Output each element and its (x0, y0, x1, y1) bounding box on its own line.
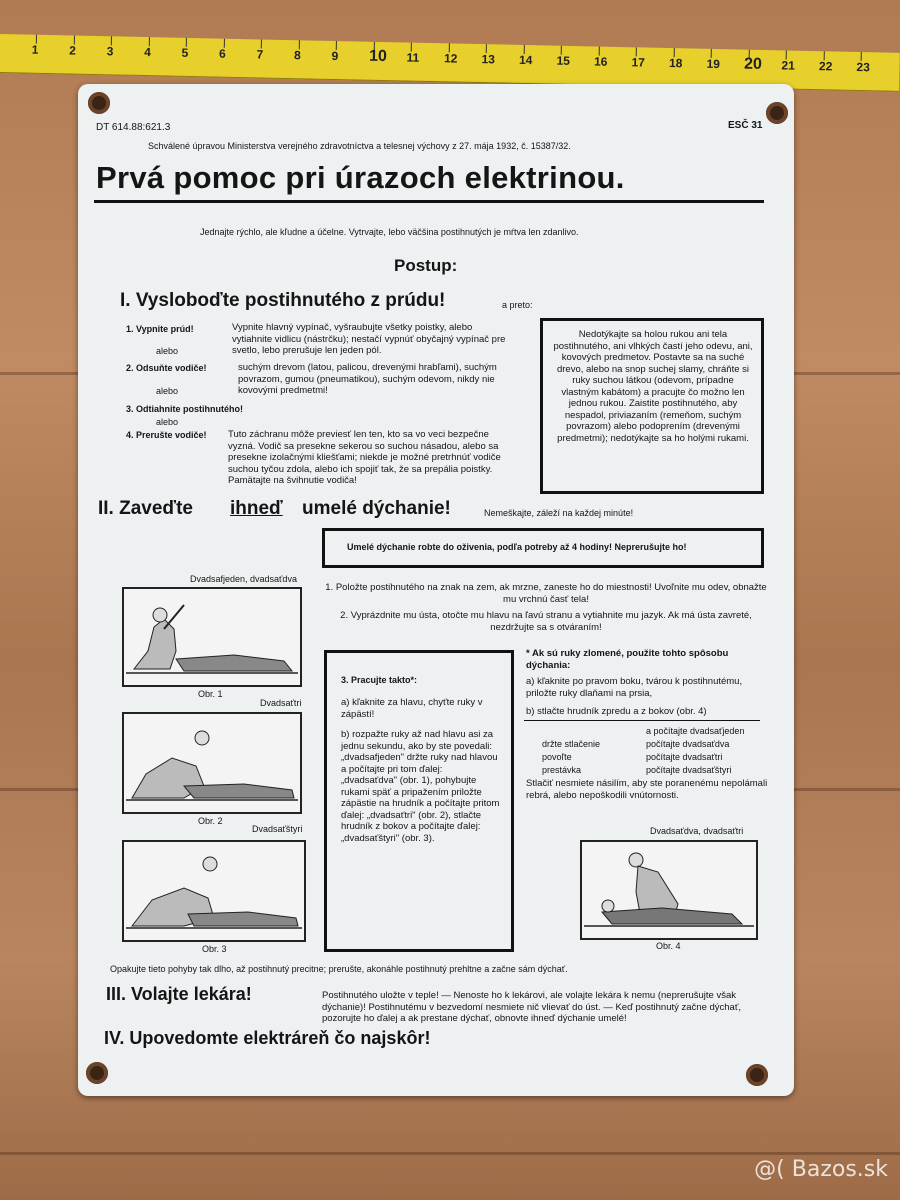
count-value-1: počítajte dvadsaťdva (646, 739, 730, 749)
fig3-top: Dvadsaťštyri (252, 824, 303, 834)
count-value-2: počítajte dvadsaťtri (646, 752, 723, 762)
count-value-3: počítajte dvadsaťštyri (646, 765, 732, 775)
ruler-number: 17 (631, 55, 646, 70)
alebo-1: alebo (156, 346, 179, 356)
section2-heading-b: ihneď (230, 498, 283, 519)
count-action-3: prestávka (542, 765, 582, 775)
postup-heading: Postup: (394, 256, 458, 275)
fig3-caption: Obr. 3 (202, 944, 227, 954)
step1-label: 1. Vypnite prúd! (126, 324, 194, 334)
ruler-number: 18 (668, 56, 683, 71)
figure-1 (122, 587, 302, 687)
ruler-number: 15 (556, 53, 571, 68)
ruler-number: 5 (181, 45, 189, 60)
intro-text: Jednajte rýchlo, ale kľudne a účelne. Vytrvajte, lebo väčšina postihnutých je mŕtva len zdanlivo. (200, 227, 579, 237)
rivet-icon (746, 1064, 768, 1086)
count-intro: a počítajte dvadsaťjeden (646, 726, 745, 736)
section4-heading: IV. Upovedomte elektráreň čo najskôr! (104, 1028, 431, 1048)
ruler-number: 6 (218, 46, 226, 61)
fig2-caption: Obr. 2 (198, 816, 223, 826)
ruler-number: 23 (856, 59, 871, 75)
section2-heading-c: umelé dýchanie! (302, 498, 451, 519)
rivet-icon (86, 1062, 108, 1084)
step4-text: Tuto záchranu môže previesť len ten, kto sa vo veci bezpečne vyzná. Vodič sa presekne sekerou so suchou násadou, alebo sa presekne izolačnými kliešťami; niekde je možné pretrhnúť vodiče suchou tyčou zdola, alebo ich spojiť tak, že sa prepália poistky. Pamätajte na švihnutie vodiča! (228, 429, 501, 486)
section3-text: Postihnutého uložte v teple! — Nenoste ho k lekárovi, ale volajte lekára k nemu (neprerušujte však dýchanie)! Postihnutému v bezvedomí nesmiete nič vlievať do úst. — Keď postihnutý začne dýchať, pozorujte ho ďalej a ak prestane dýchať, obnovte ihneď dýchanie umelé! (322, 990, 742, 1024)
section2-suffix: Nemeškajte, záleží na každej minúte! (484, 508, 634, 518)
ruler-number: 7 (256, 47, 264, 62)
alt-title: * Ak sú ruky zlomené, použite tohto spôsobu dýchania: (526, 648, 729, 671)
ruler-number: 10 (368, 47, 388, 66)
count-action-2: povoľte (542, 752, 572, 762)
step2-text: suchým drevom (latou, palicou, drevenými hrabľami), suchým povrazom, gumou (pneumatikou), suchým odevom, nikdy nie kovovými predmetmi! (238, 362, 497, 396)
section1-suffix: a preto: (502, 300, 533, 310)
fig1-top: Dvadsafjeden, dvadsaťdva (190, 574, 297, 584)
count-action-1: držte stlačenie (542, 739, 601, 749)
fig4-top: Dvadsaťdva, dvadsaťtri (650, 826, 744, 836)
code-left: DT 614.88:621.3 (96, 122, 171, 133)
figure-3 (122, 840, 306, 942)
caution-text: Stlačiť nesmiete násilím, aby ste poranenému nepolámali rebrá, alebo nepoškodili vnútornosti. (526, 778, 768, 801)
ruler-number: 16 (593, 54, 608, 69)
step2-label: 2. Odsuňte vodiče! (126, 363, 207, 373)
repeat-text: Opakujte tieto pohyby tak dlho, až postihnutý precitne; prerušte, akonáhle postihnutý prehltne a začne sám dýchať. (110, 964, 568, 974)
resp-step1: 1. Položte postihnutého na znak na zem, ak mrzne, zaneste ho do miestnosti! Uvoľnite mu odev, obnažte mu vrchnú časť tela! (325, 582, 767, 605)
ruler-number: 11 (406, 50, 420, 65)
step3-box (324, 650, 514, 952)
plank-seam (0, 1152, 900, 1155)
sign-title: Prvá pomoc pri úrazoch elektrinou. (96, 160, 625, 195)
alt-b: b) stlačte hrudník zpredu a z bokov (obr. 4) (526, 706, 707, 717)
figure-1-drawing (124, 589, 300, 685)
section3-heading: III. Volajte lekára! (106, 984, 252, 1004)
rivet-icon (766, 102, 788, 124)
alebo-3: alebo (156, 417, 179, 427)
ruler-number: 13 (481, 52, 496, 67)
alt-a: a) kľaknite po pravom boku, tvárou k postihnutému, priložte ruky dlaňami na prsia, (526, 676, 743, 699)
figure-2-drawing (124, 714, 300, 812)
approval-note: Schválené úpravou Ministerstva verejného zdravotníctva a telesnej výchovy z 27. mája 1932, č. 15387/32. (148, 141, 571, 151)
step3-title: 3. Pracujte takto*: (341, 675, 418, 685)
watermark: @( Bazos.sk (754, 1157, 888, 1182)
step3-b: b) rozpažte ruky až nad hlavu asi za jednu sekundu, ako by ste povedali: „dvadsafjeden" držte ruky nad hlavou a počítajte pri tom ďalej: „dvadsaťdva" (obr. 1), pohybujte rukami späť a pripažením priložte zápästie na hrudník a počítajte pritom ďalej: „dvadsaťtri" (obr. 2), stlačte hrudník z bokov a počítajte ďalej: „dvadsaťštyri" (obr. 3). (341, 729, 500, 844)
ruler-number: 19 (706, 56, 721, 72)
warning-box (540, 318, 764, 494)
step3-a: a) kľaknite za hlavu, chyťte ruky v zápästí! (341, 697, 483, 720)
fig4-caption: Obr. 4 (656, 941, 681, 951)
banner-text: Umelé dýchanie robte do oživenia, podľa potreby až 4 hodiny! Neprerušujte ho! (347, 542, 687, 552)
ruler-number: 14 (518, 52, 533, 68)
figure-4-drawing (582, 842, 756, 938)
banner-box (322, 528, 764, 568)
alt-divider (524, 720, 760, 721)
figure-4 (580, 840, 758, 940)
section2-heading-a: II. Zaveďte (98, 498, 193, 519)
step3-label: 3. Odtiahnite postihnutého! (126, 404, 243, 414)
ruler-number: 12 (443, 51, 458, 66)
rivet-icon (88, 92, 110, 114)
ruler-number: 4 (144, 45, 151, 60)
enamel-sign (78, 84, 794, 1096)
warning-text: Nedotýkajte sa holou rukou ani tela postihnutého, ani vlhkých častí jeho odevu, ani, kovových predmetov. Postavte sa na suché drevo, alebo na snop suchej slamy, chráňte si ruky suchou látkou (odevom, prípadne vlastným kabátom) a pracujte čo možno len jednou rukou. Zaistite postihnutého, aby nespadol, priviazaním (remeňom, suchým povrazom) alebo podoprením (drevenými predmetmi); nedotýkajte sa ho holými rukami. (553, 329, 753, 444)
alebo-2: alebo (156, 386, 179, 396)
ruler-number: 22 (818, 59, 833, 74)
fig1-caption: Obr. 1 (198, 689, 223, 699)
code-right: ESČ 31 (728, 120, 763, 131)
ruler-marks (0, 34, 900, 75)
ruler-number: 20 (743, 55, 763, 73)
ruler-number: 21 (781, 58, 796, 73)
ruler-number: 8 (293, 48, 301, 63)
step4-label: 4. Prerušte vodiče! (126, 430, 207, 440)
step1-text: Vypnite hlavný vypínač, vyšraubujte všetky poistky, alebo vytiahnite vidlicu (nástrčku); nestačí vypnúť obyčajný vypínač pre svetlo, lebo prerušuje len jeden pól. (232, 322, 506, 356)
ruler-number: 3 (106, 44, 114, 59)
resp-step2: 2. Vyprázdnite mu ústa, otočte mu hlavu na ľavú stranu a vytiahnite mu jazyk. Ak má ústa zavreté, nezdržujte sa s otváraním! (340, 610, 752, 633)
figure-3-drawing (124, 842, 304, 940)
fig2-top: Dvadsaťtri (260, 698, 302, 708)
ruler-number: 1 (31, 42, 39, 57)
figure-2 (122, 712, 302, 814)
section1-heading: I. Vysloboďte postihnutého z prúdu! (120, 290, 446, 311)
ruler-number: 9 (331, 48, 339, 64)
title-underline (94, 200, 764, 203)
ruler-number: 2 (69, 43, 77, 58)
